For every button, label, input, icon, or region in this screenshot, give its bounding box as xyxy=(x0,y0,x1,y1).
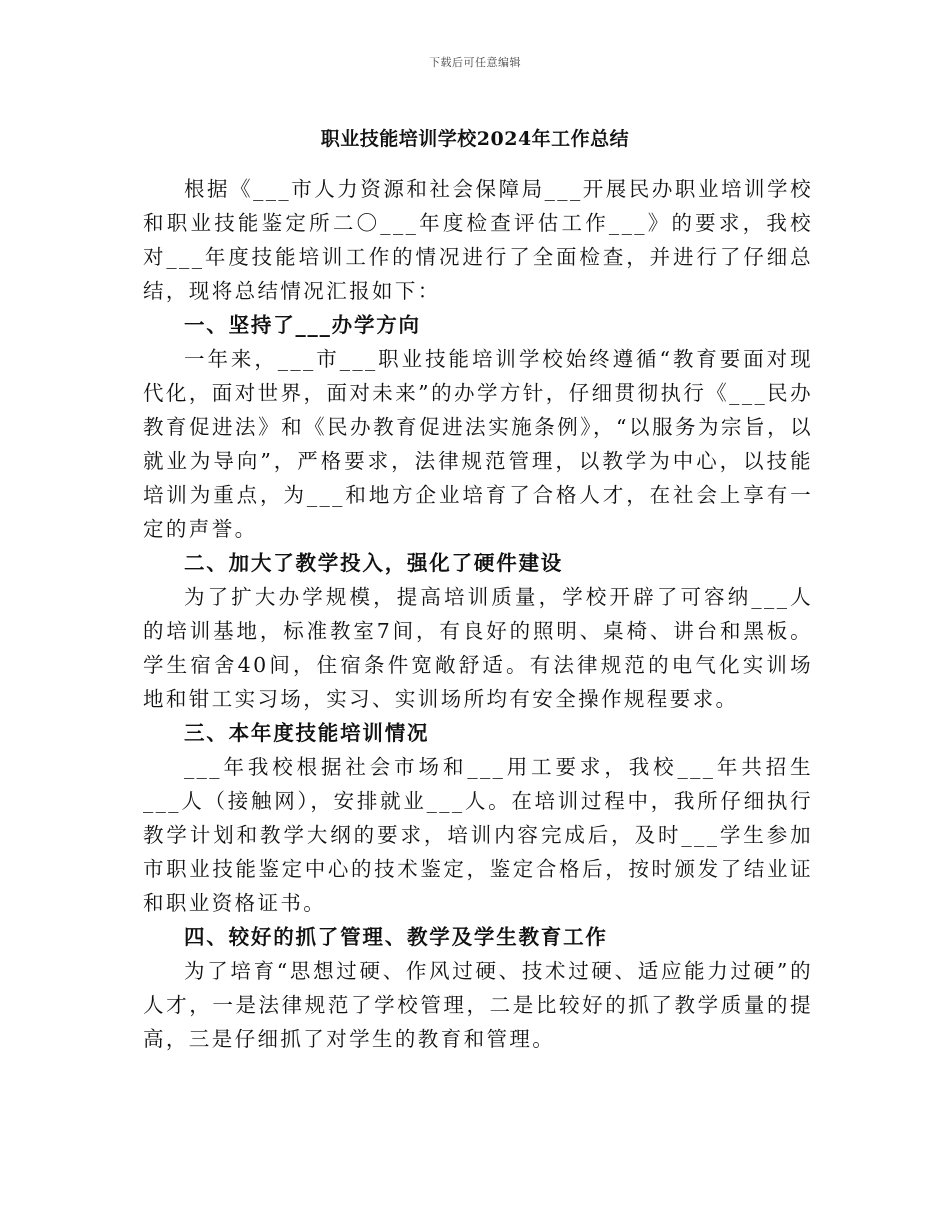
section-paragraph-4: 为了培育“思想过硬、作风过硬、技术过硬、适应能力过硬”的人才，一是法律规范了学校管理，二是比较好的抓了教学质量的提高，三是仔细抓了对学生的教育和管理。 xyxy=(143,959,813,1051)
section-paragraph-2: 为了扩大办学规模，提高培训质量，学校开辟了可容纳___人的培训基地，标准教室7间，有良好的照明、桌椅、讲台和黑板。学生宿舍40间，住宿条件宽敞舒适。有法律规范的电气化实训场地和钳工实习场，实习、实训场所均有安全操作规程要求。 xyxy=(143,585,813,711)
section-paragraph-1: 一年来，___市___职业技能培训学校始终遵循“教育要面对现代化，面对世界，面对未来”的办学方针，仔细贯彻执行《___民办教育促进法》和《民办教育促进法实施条例》，“以服务为宗旨，以就业为导向”，严格要求，法律规范管理，以教学为中心，以技能培训为重点，为___和地方企业培育了合格人才，在社会上享有一定的声誉。 xyxy=(143,347,813,541)
intro-paragraph: 根据《___市人力资源和社会保障局___开展民办职业培训学校和职业技能鉴定所二〇___年度检查评估工作___》的要求，我校对___年度技能培训工作的情况进行了全面检查，并进行了仔细总结，现将总结情况汇报如下： xyxy=(143,177,813,303)
section-heading-3: 三、本年度技能培训情况 xyxy=(184,721,430,745)
section-heading-1: 一、坚持了___办学方向 xyxy=(184,313,421,337)
section-heading-4: 四、较好的抓了管理、教学及学生教育工作 xyxy=(184,925,608,949)
document-title: 职业技能培训学校2024年工作总结 xyxy=(320,128,630,150)
header-note: 下载后可任意编辑 xyxy=(429,56,521,69)
document-body xyxy=(143,172,813,1056)
section-heading-2: 二、加大了教学投入，强化了硬件建设 xyxy=(184,551,564,575)
section-paragraph-3: ___年我校根据社会市场和___用工要求，我校___年共招生___人（接触网），安排就业___人。在培训过程中，我所仔细执行教学计划和教学大纲的要求，培训内容完成后，及时___学生参加市职业技能鉴定中心的技术鉴定，鉴定合格后，按时颁发了结业证和职业资格证书。 xyxy=(143,755,813,915)
